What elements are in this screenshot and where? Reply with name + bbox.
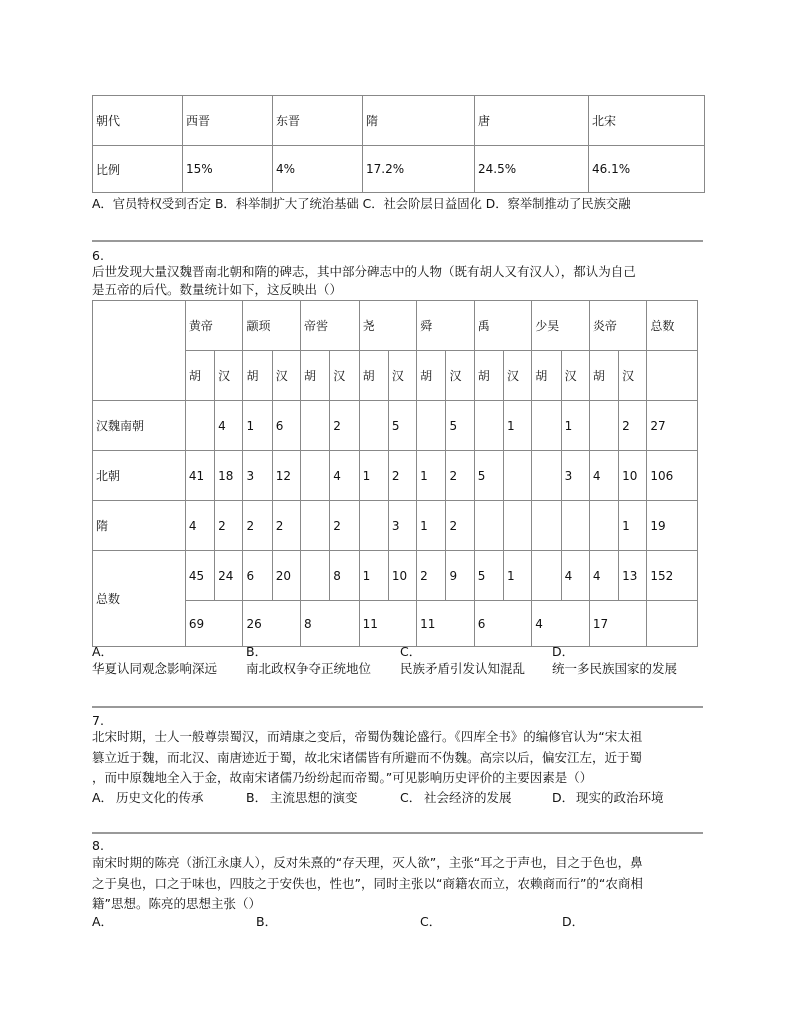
option-text: 南北政权争夺正统地位: [246, 661, 372, 676]
table-cell: 152: [647, 551, 698, 601]
table-subheader: 胡: [243, 351, 272, 401]
table-cell: 24: [215, 551, 243, 601]
table-cell: [532, 551, 561, 601]
table-cell: 20: [272, 551, 300, 601]
table-cell: 4: [215, 401, 243, 451]
table-cell: 11: [417, 601, 475, 647]
table-cell: 2: [330, 501, 359, 551]
divider: [92, 832, 703, 834]
table-cell: 5: [474, 451, 503, 501]
table-cell: [647, 351, 698, 401]
table-cell: 46.1%: [589, 146, 705, 193]
table-cell: 4: [561, 551, 589, 601]
option-letter: B．: [246, 644, 268, 659]
table-cell: 4: [330, 451, 359, 501]
table-row: [93, 501, 698, 551]
table-row: [93, 401, 698, 451]
option-text: 社会经济的发展: [424, 790, 512, 805]
option-letter: D．: [562, 914, 585, 929]
table-cell: 2: [446, 501, 474, 551]
table-row: [93, 451, 698, 501]
table-cell: 比例: [93, 146, 183, 193]
table-cell: 隋: [363, 96, 475, 146]
table-corner-cell: [93, 301, 186, 401]
table-cell: 朝代: [93, 96, 183, 146]
table-cell: [504, 501, 532, 551]
table-cell: 5: [388, 401, 416, 451]
q6-table: [92, 300, 698, 647]
option-letter: C．: [400, 790, 422, 805]
q7-stem-line: 篡立近于魏，而北汉、南唐迹近于蜀，故北宋诸儒皆有所避而不伪魏。高宗以后，偏安江左，近于蜀: [92, 750, 643, 765]
table-cell: [474, 401, 503, 451]
option-letter: C．: [420, 914, 442, 929]
table-header-total: 总数: [647, 301, 698, 351]
table-cell: 26: [243, 601, 301, 647]
table-subheader: 胡: [301, 351, 330, 401]
table-cell: 45: [185, 551, 214, 601]
table-cell: 1: [619, 501, 647, 551]
table-cell: 1: [561, 401, 589, 451]
table-cell: [532, 401, 561, 451]
table-cell: 3: [388, 501, 416, 551]
option-letter: B．: [246, 790, 268, 805]
table-cell: 27: [647, 401, 698, 451]
table-cell: 8: [330, 551, 359, 601]
table-cell: 8: [301, 601, 360, 647]
table-subheader: 汉: [272, 351, 300, 401]
table-row-label: 隋: [93, 501, 186, 551]
option-text: 历史文化的传承: [116, 790, 204, 805]
table-subheader: 汉: [330, 351, 359, 401]
q5-table: [92, 95, 705, 193]
table-cell: [359, 401, 388, 451]
table-cell: [301, 401, 330, 451]
table-cell: 1: [417, 451, 446, 501]
table-cell: 69: [185, 601, 243, 647]
table-subheader: 胡: [532, 351, 561, 401]
table-header-emperor: 黄帝: [185, 301, 243, 351]
table-cell: 4: [532, 601, 590, 647]
table-subheader: 汉: [388, 351, 416, 401]
table-cell: 1: [504, 401, 532, 451]
option-letter: C．: [400, 644, 422, 659]
table-cell: [504, 451, 532, 501]
table-cell: 4: [589, 451, 618, 501]
table-cell: [301, 451, 330, 501]
table-cell: 2: [330, 401, 359, 451]
table-cell: 13: [619, 551, 647, 601]
table-cell: [301, 551, 330, 601]
table-cell: 2: [215, 501, 243, 551]
table-header-emperor: 禹: [474, 301, 532, 351]
table-header-emperor: 尧: [359, 301, 417, 351]
table-cell: 11: [359, 601, 417, 647]
table-cell: 106: [647, 451, 698, 501]
table-cell: [474, 501, 503, 551]
table-subheader: 胡: [185, 351, 214, 401]
q8-stem-line: 之于臭也，口之于味也，四肢之于安佚也，性也”，同时主张以“商籍农而立，农赖商而行”的“农商相: [92, 876, 643, 891]
table-row-label: 汉魏南朝: [93, 401, 186, 451]
table-subheader: 胡: [589, 351, 618, 401]
table-cell: [647, 601, 698, 647]
table-subheader: 胡: [359, 351, 388, 401]
q5-options: A．官员特权受到否定 B．科举制扩大了统治基础 C．社会阶层日益固化 D．察举制推动了民族交融: [92, 197, 631, 211]
table-cell: 17.2%: [363, 146, 475, 193]
table-cell: 6: [243, 551, 272, 601]
divider: [92, 706, 703, 708]
option-letter: D．: [552, 644, 575, 659]
table-cell: 2: [446, 451, 474, 501]
table-header-emperor: 炎帝: [589, 301, 647, 351]
table-cell: [561, 501, 589, 551]
option-text: 统一多民族国家的发展: [552, 661, 678, 676]
table-header-emperor: 颛顼: [243, 301, 301, 351]
table-cell: 10: [388, 551, 416, 601]
table-header-emperor: 舜: [417, 301, 475, 351]
table-row-label: 北朝: [93, 451, 186, 501]
q6-stem-line: 是五帝的后代。数量统计如下，这反映出（）: [92, 282, 343, 297]
table-cell: [589, 401, 618, 451]
table-cell: 2: [243, 501, 272, 551]
table-cell: 19: [647, 501, 698, 551]
option-letter: A．: [92, 644, 114, 659]
q6-table-body: [93, 401, 698, 551]
table-subheader: 胡: [474, 351, 503, 401]
table-cell: 2: [388, 451, 416, 501]
table-cell: 3: [243, 451, 272, 501]
table-cell: 6: [474, 601, 532, 647]
table-cell: 5: [474, 551, 503, 601]
table-cell: 1: [417, 501, 446, 551]
table-cell: 2: [417, 551, 446, 601]
option-letter: A．: [92, 914, 114, 929]
table-cell: 9: [446, 551, 474, 601]
table-cell: 唐: [475, 96, 589, 146]
table-cell: [589, 501, 618, 551]
option-text: 主流思想的演变: [270, 790, 358, 805]
option-letter: A．: [92, 790, 114, 805]
table-header-emperor: 帝喾: [301, 301, 360, 351]
table-cell: [417, 401, 446, 451]
table-cell: 1: [359, 451, 388, 501]
table-cell: 1: [359, 551, 388, 601]
table-cell: [532, 501, 561, 551]
table-cell: 3: [561, 451, 589, 501]
option-text: 现实的政治环境: [576, 790, 664, 805]
option-letter: B．: [256, 914, 278, 929]
table-cell: [532, 451, 561, 501]
table-subheader: 汉: [619, 351, 647, 401]
table-cell: 1: [504, 551, 532, 601]
table-subheader: 汉: [446, 351, 474, 401]
table-cell: 2: [272, 501, 300, 551]
table-subheader: 汉: [504, 351, 532, 401]
divider: [92, 240, 703, 242]
table-cell: 4: [185, 501, 214, 551]
table-cell: 6: [272, 401, 300, 451]
table-cell: 西晋: [183, 96, 273, 146]
table-cell: [301, 501, 330, 551]
table-cell: 1: [243, 401, 272, 451]
table-cell: 18: [215, 451, 243, 501]
option-text: 华夏认同观念影响深远: [92, 661, 218, 676]
table-subheader: 汉: [561, 351, 589, 401]
table-cell: 4%: [273, 146, 363, 193]
q6-stem-line: 后世发现大量汉魏晋南北朝和隋的碑志，其中部分碑志中的人物（既有胡人又有汉人），都认为自己: [92, 264, 636, 279]
table-cell: 24.5%: [475, 146, 589, 193]
table-cell: 10: [619, 451, 647, 501]
table-cell: 东晋: [273, 96, 363, 146]
table-cell: 12: [272, 451, 300, 501]
table-cell: 4: [589, 551, 618, 601]
q7-number: 7.: [92, 713, 104, 728]
q8-stem-line: 籍”思想。陈亮的思想主张（）: [92, 896, 261, 911]
q8-number: 8.: [92, 838, 104, 853]
table-header-emperor: 少昊: [532, 301, 590, 351]
table-subheader: 汉: [215, 351, 243, 401]
table-cell: 北宋: [589, 96, 705, 146]
table-cell: [185, 401, 214, 451]
option-letter: D．: [552, 790, 575, 805]
table-cell: 2: [619, 401, 647, 451]
table-cell: 17: [589, 601, 647, 647]
table-cell: [359, 501, 388, 551]
q7-stem-line: ，而中原魏地全入于金，故南宋诸儒乃纷纷起而帝蜀。”可见影响历史评价的主要因素是（）: [92, 770, 593, 785]
q8-stem-line: 南宋时期的陈亮（浙江永康人），反对朱熹的“存天理，灭人欲”，主张“耳之于声也，目之于色也，鼻: [92, 855, 643, 870]
table-subheader: 胡: [417, 351, 446, 401]
table-cell: 5: [446, 401, 474, 451]
table-cell: 15%: [183, 146, 273, 193]
table-total-row: [93, 551, 698, 601]
table-row-label: 总数: [93, 551, 186, 647]
option-text: 民族矛盾引发认知混乱: [400, 661, 526, 676]
q7-stem-line: 北宋时期，士人一般尊崇蜀汉，而靖康之变后，帝蜀伪魏论盛行。《四库全书》的编修官认为“宋太祖: [92, 729, 643, 744]
table-cell: 41: [185, 451, 214, 501]
q6-number: 6.: [92, 248, 104, 263]
